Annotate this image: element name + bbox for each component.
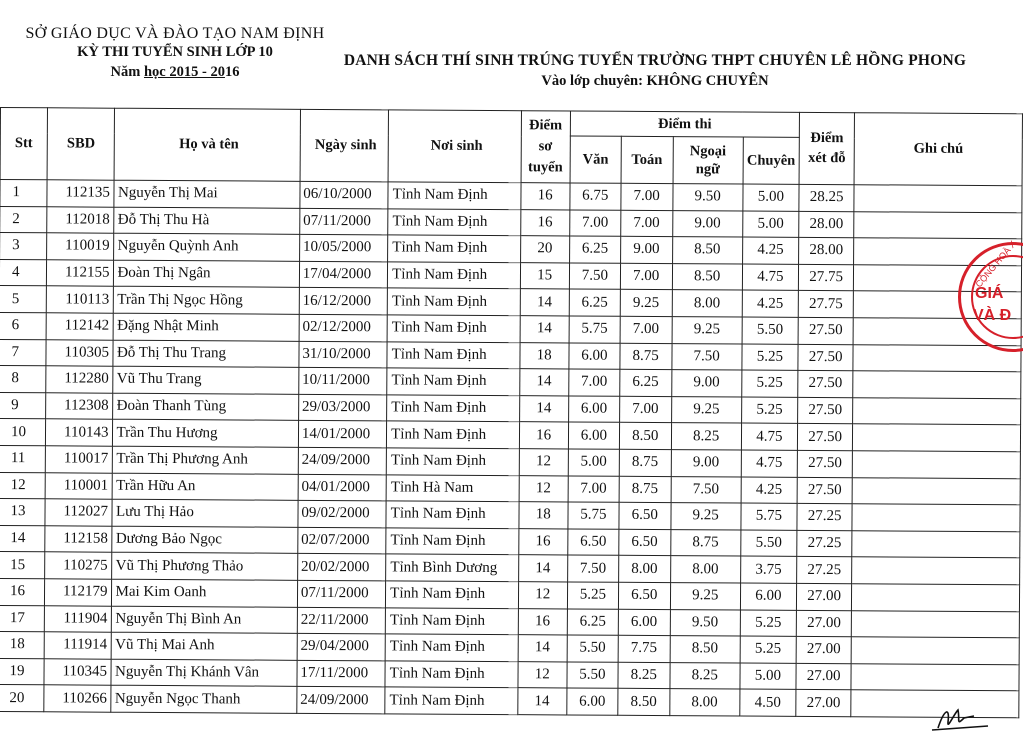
cell-diem-xet-do: 28.25 [799,184,855,211]
cell-ngoai-ngu: 9.25 [671,396,741,423]
cell-place: Tỉnh Nam Định [385,661,518,688]
cell-name: Nguyễn Thị Khánh Vân [111,659,297,687]
cell-ghi-chu [851,663,1019,691]
cell-name: Vũ Thị Mai Anh [112,632,298,660]
cell-name: Nguyễn Thị Bình An [112,606,298,634]
cell-stt: 9 [0,392,46,419]
cell-diem-xet-do: 27.00 [796,583,852,610]
cell-van: 6.50 [568,529,619,556]
cell-toan: 7.00 [619,396,671,423]
cell-toan: 8.75 [620,343,672,370]
cell-diem-so-tuyen: 15 [520,262,569,289]
cell-place: Tỉnh Nam Định [388,235,521,262]
cell-ngoai-ngu: 8.75 [670,529,740,556]
cell-diem-so-tuyen: 12 [518,582,567,609]
cell-diem-xet-do: 27.00 [796,610,852,637]
cell-dob: 02/12/2000 [299,314,387,341]
cell-name: Vũ Thu Trang [113,366,299,394]
cell-sbd: 112280 [46,366,114,393]
cell-diem-so-tuyen: 20 [520,236,569,263]
cell-chuyen: 4.50 [740,689,796,716]
admission-table [0,107,1023,718]
cell-ngoai-ngu: 9.50 [672,184,742,211]
cell-stt: 17 [0,605,44,632]
cell-stt: 20 [0,685,44,712]
cell-toan: 6.50 [619,502,671,529]
cell-diem-xet-do: 28.00 [799,211,855,238]
cell-toan: 8.00 [618,556,670,583]
cell-chuyen: 4.75 [741,450,797,477]
cell-ngoai-ngu: 8.50 [672,237,742,264]
cell-name: Trần Thị Phương Anh [113,446,299,474]
cell-chuyen: 4.75 [742,264,798,291]
stamp-line-1: GIÁ [975,285,1004,302]
cell-ghi-chu [854,211,1022,239]
stamp-ring-text: CỘNG HOÀ X [973,238,1019,290]
cell-stt: 10 [0,419,46,446]
cell-stt: 3 [0,233,47,260]
cell-diem-xet-do: 27.75 [798,291,854,318]
cell-place: Tỉnh Bình Dương [386,554,519,581]
cell-van: 7.00 [570,210,621,237]
cell-ngoai-ngu: 9.25 [670,583,740,610]
cell-place: Tỉnh Nam Định [387,341,520,368]
cell-dob: 10/05/2000 [299,235,387,262]
cell-place: Tỉnh Nam Định [386,501,519,528]
cell-diem-xet-do: 28.00 [799,238,855,265]
document-subtitle: Vào lớp chuyên: KHÔNG CHUYÊN [541,73,769,89]
cell-van: 7.00 [569,369,620,396]
cell-place: Tỉnh Nam Định [388,208,521,235]
cell-place: Tỉnh Nam Định [387,288,520,315]
cell-chuyen: 5.50 [742,317,798,344]
cell-place: Tỉnh Nam Định [386,581,519,608]
cell-dob: 14/01/2000 [298,421,386,448]
cell-place: Tỉnh Nam Định [387,395,520,422]
cell-van: 7.00 [568,476,619,503]
cell-van: 7.50 [569,263,620,290]
cell-stt: 13 [0,499,45,526]
cell-van: 6.25 [569,236,620,263]
header-diem-thi: Điểm thi [570,111,799,137]
cell-dob: 09/02/2000 [298,500,386,527]
cell-diem-so-tuyen: 12 [519,475,568,502]
cell-dob: 16/12/2000 [299,288,387,315]
cell-van: 6.00 [567,688,618,715]
cell-sbd: 112155 [46,260,114,287]
cell-dob: 02/07/2000 [298,527,386,554]
cell-dob: 07/11/2000 [300,208,388,235]
cell-diem-so-tuyen: 12 [518,661,567,688]
cell-stt: 1 [0,180,47,207]
cell-diem-so-tuyen: 16 [519,422,568,449]
cell-name: Đặng Nhật Minh [114,313,300,341]
cell-dob: 17/04/2000 [299,261,387,288]
cell-diem-xet-do: 27.00 [796,663,852,690]
cell-ghi-chu [852,504,1020,532]
cell-place: Tỉnh Nam Định [388,182,521,209]
cell-ngoai-ngu: 8.50 [670,636,740,663]
cell-stt: 14 [0,525,45,552]
cell-dob: 07/11/2000 [297,580,385,607]
document-header-left [10,25,340,81]
cell-sbd: 110113 [46,286,114,313]
header-ghi-chu: Ghi chú [854,113,1022,186]
stamp-line-2: VÀ Đ [973,307,1012,324]
cell-dob: 04/01/2000 [298,474,386,501]
cell-ngoai-ngu: 7.50 [671,476,741,503]
cell-toan: 7.00 [620,263,672,290]
cell-toan: 8.25 [618,662,670,689]
cell-sbd: 112142 [46,313,114,340]
cell-ngoai-ngu: 8.00 [672,290,742,317]
cell-diem-so-tuyen: 16 [520,209,569,236]
cell-chuyen: 4.75 [741,423,797,450]
cell-stt: 5 [0,286,46,313]
cell-name: Đoàn Thanh Tùng [113,393,299,421]
cell-name: Đỗ Thị Thu Trang [113,340,299,368]
cell-dob: 22/11/2000 [297,607,385,634]
cell-name: Đoàn Thị Ngân [114,260,300,288]
cell-toan: 6.00 [618,609,670,636]
cell-stt: 4 [0,259,47,286]
cell-diem-so-tuyen: 14 [520,289,569,316]
header-diem-xet-do: Điểm xét đỗ [799,112,855,184]
cell-dob: 24/09/2000 [298,447,386,474]
cell-sbd: 110143 [45,419,113,446]
cell-van: 5.00 [568,449,619,476]
cell-diem-xet-do: 27.50 [797,424,853,451]
header-diem-so-tuyen: Điểm sơ tuyển [521,111,571,183]
cell-diem-xet-do: 27.50 [798,397,854,424]
cell-name: Nguyễn Ngọc Thanh [111,685,297,713]
cell-sbd: 111914 [44,632,112,659]
cell-toan: 7.00 [621,183,673,210]
cell-ngoai-ngu: 9.25 [671,503,741,530]
cell-place: Tỉnh Nam Định [388,262,521,289]
cell-dob: 24/09/2000 [297,687,385,714]
cell-name: Lưu Thị Hảo [112,499,298,527]
cell-place: Tỉnh Nam Định [387,368,520,395]
cell-ghi-chu [853,397,1021,425]
cell-chuyen: 5.25 [742,370,798,397]
cell-name: Đỗ Thị Thu Hà [114,207,300,235]
school-year: Năm học 2015 - 2016 [110,64,240,80]
cell-van: 6.00 [568,422,619,449]
cell-chuyen: 5.25 [740,610,796,637]
cell-diem-xet-do: 27.50 [798,344,854,371]
cell-place: Tỉnh Nam Định [387,421,520,448]
cell-sbd: 110305 [46,339,114,366]
cell-chuyen: 3.75 [740,556,796,583]
cell-chuyen: 5.00 [743,211,799,238]
cell-diem-xet-do: 27.00 [796,690,852,717]
cell-toan: 7.00 [620,316,672,343]
cell-ghi-chu [853,451,1021,479]
cell-ghi-chu [852,530,1020,558]
cell-van: 5.75 [569,316,620,343]
cell-ghi-chu [852,557,1020,585]
cell-ngoai-ngu: 9.25 [672,317,742,344]
cell-dob: 06/10/2000 [300,181,388,208]
header-ngoai-ngu: Ngoại ngữ [673,137,744,184]
cell-stt: 12 [0,472,45,499]
cell-van: 5.25 [567,582,618,609]
cell-toan: 7.00 [621,210,673,237]
cell-name: Nguyễn Quỳnh Anh [114,233,300,261]
cell-van: 6.25 [569,289,620,316]
cell-stt: 6 [0,312,46,339]
cell-sbd: 112158 [45,526,113,553]
document-title: DANH SÁCH THÍ SINH TRÚNG TUYỂN TRƯỜNG THPT CHUYÊN LÊ HỒNG PHONG [343,52,967,69]
cell-stt: 15 [0,552,45,579]
cell-dob: 29/04/2000 [297,633,385,660]
cell-dob: 10/11/2000 [299,367,387,394]
cell-diem-xet-do: 27.75 [798,264,854,291]
cell-place: Tỉnh Nam Định [385,607,518,634]
cell-toan: 8.75 [619,476,671,503]
cell-toan: 6.50 [618,582,670,609]
cell-diem-so-tuyen: 14 [517,688,566,715]
cell-ngoai-ngu: 8.25 [670,662,740,689]
cell-van: 6.75 [570,183,621,210]
cell-ngoai-ngu: 9.00 [671,450,741,477]
cell-sbd: 112027 [45,499,113,526]
cell-diem-so-tuyen: 16 [520,183,569,210]
cell-van: 5.50 [567,635,618,662]
cell-diem-xet-do: 27.50 [797,477,853,504]
header-toan: Toán [621,136,673,183]
cell-diem-so-tuyen: 14 [520,316,569,343]
cell-sbd: 112308 [46,393,114,420]
cell-sbd: 110275 [45,552,113,579]
cell-van: 5.75 [568,502,619,529]
cell-chuyen: 5.00 [743,184,799,211]
cell-sbd: 110017 [45,446,113,473]
cell-van: 6.25 [567,608,618,635]
cell-ngoai-ngu: 8.00 [669,689,739,716]
cell-diem-xet-do: 27.50 [797,450,853,477]
cell-ghi-chu [851,637,1019,665]
cell-name: Mai Kim Oanh [112,579,298,607]
cell-van: 5.50 [567,662,618,689]
cell-name: Nguyễn Thị Mai [114,180,300,208]
header-stt: Stt [0,108,47,180]
cell-sbd: 112135 [47,180,115,207]
cell-sbd: 110266 [44,685,112,712]
cell-sbd: 110345 [44,658,112,685]
cell-dob: 20/02/2000 [297,554,385,581]
cell-toan: 7.75 [618,635,670,662]
cell-ghi-chu [852,610,1020,638]
cell-diem-so-tuyen: 16 [518,608,567,635]
cell-diem-so-tuyen: 14 [519,369,568,396]
cell-place: Tỉnh Nam Định [386,448,519,475]
cell-diem-so-tuyen: 14 [519,395,568,422]
cell-diem-xet-do: 27.25 [797,557,853,584]
cell-sbd: 110001 [45,472,113,499]
cell-ngoai-ngu: 9.00 [671,370,741,397]
cell-chuyen: 5.75 [741,503,797,530]
cell-van: 6.00 [568,396,619,423]
cell-sbd: 111904 [44,605,112,632]
cell-stt: 8 [0,366,46,393]
cell-toan: 6.25 [620,369,672,396]
signature-mark [930,700,990,740]
cell-ghi-chu [853,424,1021,452]
cell-ghi-chu [854,185,1022,213]
cell-stt: 18 [0,632,44,659]
cell-chuyen: 5.25 [742,344,798,371]
header-van: Văn [570,136,621,183]
header-sbd: SBD [47,108,115,180]
document-header-right [325,52,985,90]
cell-toan: 8.50 [618,689,670,716]
cell-dob: 29/03/2000 [298,394,386,421]
cell-diem-xet-do: 27.50 [798,317,854,344]
cell-diem-so-tuyen: 18 [519,342,568,369]
cell-chuyen: 5.25 [740,636,796,663]
cell-ghi-chu [852,584,1020,612]
cell-diem-so-tuyen: 18 [518,502,567,529]
header-place: Nơi sinh [388,110,521,183]
cell-stt: 7 [0,339,46,366]
cell-ngoai-ngu: 9.50 [670,609,740,636]
cell-diem-so-tuyen: 12 [519,449,568,476]
cell-diem-so-tuyen: 14 [518,635,567,662]
cell-diem-xet-do: 27.25 [797,530,853,557]
header-dob: Ngày sinh [300,109,389,182]
cell-stt: 2 [0,206,47,233]
cell-ngoai-ngu: 8.00 [670,556,740,583]
cell-name: Vũ Thị Phương Thảo [112,553,298,581]
cell-diem-so-tuyen: 14 [518,555,567,582]
cell-stt: 19 [0,658,44,685]
cell-toan: 9.00 [620,236,672,263]
header-chuyen: Chuyên [743,137,799,184]
cell-sbd: 110019 [47,233,115,260]
cell-sbd: 112018 [47,206,115,233]
cell-diem-xet-do: 27.00 [796,636,852,663]
cell-toan: 9.25 [620,290,672,317]
cell-ghi-chu [853,371,1021,399]
cell-toan: 6.50 [619,529,671,556]
header-name: Họ và tên [115,108,301,181]
cell-chuyen: 4.25 [741,477,797,504]
cell-van: 6.00 [569,343,620,370]
cell-diem-xet-do: 27.50 [798,371,854,398]
cell-name: Dương Bảo Ngọc [112,526,298,554]
cell-ngoai-ngu: 9.00 [672,210,742,237]
cell-place: Tỉnh Nam Định [385,687,518,714]
cell-chuyen: 4.25 [742,237,798,264]
exam-name: KỲ THI TUYỂN SINH LỚP 10 [77,44,273,60]
cell-ghi-chu [852,477,1020,505]
cell-ngoai-ngu: 8.50 [672,263,742,290]
cell-chuyen: 5.00 [740,663,796,690]
cell-chuyen: 5.50 [741,530,797,557]
cell-van: 7.50 [567,555,618,582]
cell-name: Trần Thu Hương [113,420,299,448]
cell-chuyen: 5.25 [741,397,797,424]
cell-chuyen: 6.00 [740,583,796,610]
cell-place: Tỉnh Nam Định [385,634,518,661]
table-row [0,685,1019,718]
cell-stt: 11 [0,445,45,472]
cell-ngoai-ngu: 7.50 [671,343,741,370]
department-name: SỞ GIÁO DỤC VÀ ĐÀO TẠO NAM ĐỊNH [25,25,325,42]
cell-place: Tỉnh Nam Định [387,315,520,342]
cell-dob: 31/10/2000 [299,341,387,368]
cell-chuyen: 4.25 [742,290,798,317]
cell-stt: 16 [0,578,45,605]
cell-sbd: 112179 [44,579,112,606]
cell-place: Tỉnh Nam Định [386,528,519,555]
cell-toan: 8.50 [619,423,671,450]
cell-place: Tỉnh Hà Nam [386,474,519,501]
cell-diem-xet-do: 27.25 [797,504,853,531]
cell-dob: 17/11/2000 [297,660,385,687]
cell-toan: 8.75 [619,449,671,476]
cell-diem-so-tuyen: 16 [518,528,567,555]
cell-name: Trần Thị Ngọc Hồng [114,287,300,315]
cell-ngoai-ngu: 8.25 [671,423,741,450]
cell-name: Trần Hữu An [113,473,299,501]
